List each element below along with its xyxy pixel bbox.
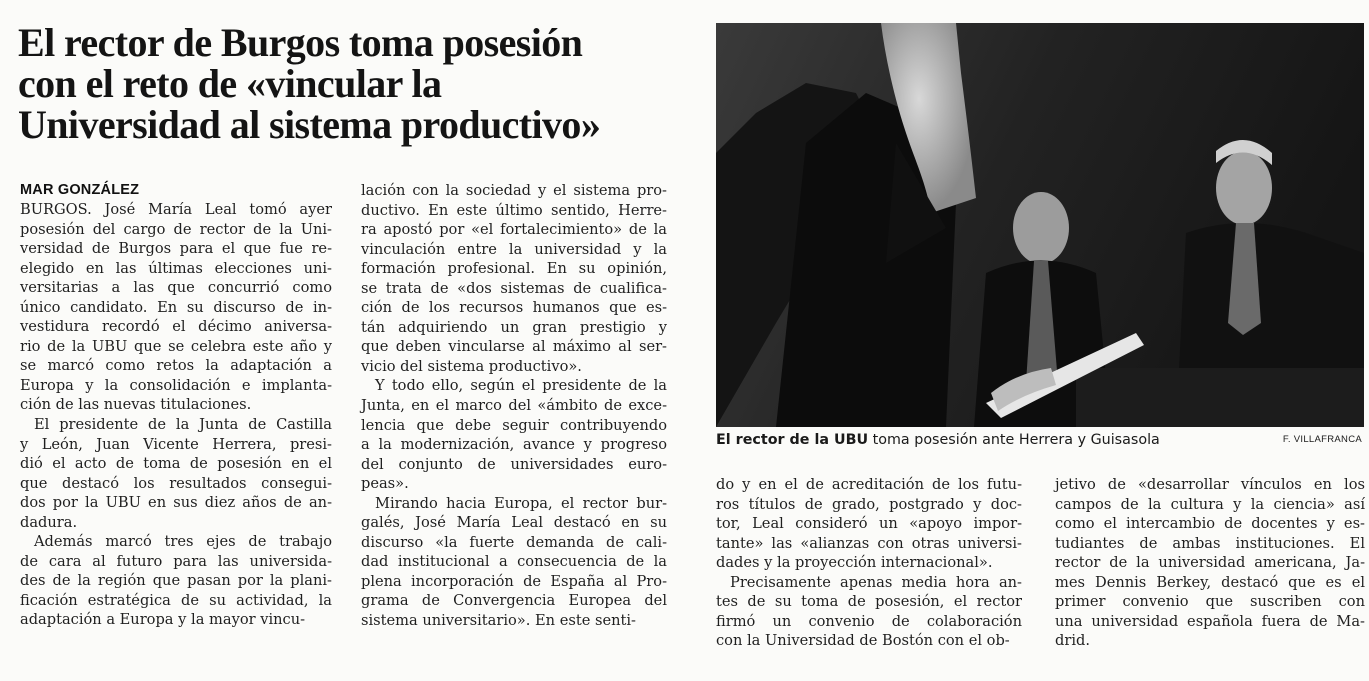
text-line: tudiantes de ambas instituciones. El	[1055, 534, 1365, 552]
text-line: tor, Leal consideró un «apoyo impor-	[716, 515, 1022, 533]
text-line: primer convenio que suscriben con	[1055, 593, 1365, 611]
text-line: versidad de Burgos para el que fue re-	[20, 240, 332, 258]
text-line: peas».	[361, 475, 409, 493]
text-line: Además marcó tres ejes de trabajo	[34, 533, 332, 551]
text-line: rector de la universidad americana, Ja-	[1055, 554, 1365, 572]
text-line: drid.	[1055, 632, 1090, 650]
text-line: firmó un convenio de colaboración	[716, 612, 1022, 630]
text-line: único candidato. En su discurso de in-	[20, 298, 332, 316]
photo-credit: F. VILLAFRANCA	[1282, 434, 1362, 445]
text-line: des de la región que pasan por la plani-	[20, 572, 332, 590]
text-line: lencia que debe seguir contribuyendo	[361, 416, 667, 434]
text-line: ción de las nuevas titulaciones.	[20, 396, 252, 414]
text-line: de cara al futuro para las universida-	[20, 552, 332, 570]
headline-line: con el reto de «vincular la	[18, 61, 442, 106]
text-line: dos por la UBU en sus diez años de an-	[20, 494, 332, 512]
text-line: una universidad española fuera de Ma-	[1055, 612, 1365, 630]
text-line: grama de Convergencia Europea del	[361, 592, 667, 610]
text-line: sistema universitario». En este senti-	[361, 612, 636, 630]
text-line: elegido en las últimas elecciones uni-	[20, 259, 332, 277]
article-column-3	[716, 475, 1022, 651]
text-line: a la modernización, avance y progreso	[361, 436, 667, 454]
text-line: y León, Juan Vicente Herrera, presi-	[20, 435, 332, 453]
text-line: ra apostó por «el fortalecimiento» de la	[361, 221, 667, 239]
text-line: formación profesional. En su opinión,	[361, 260, 667, 278]
news-photo	[716, 23, 1364, 427]
caption-lead: El rector de la UBU	[716, 432, 869, 448]
text-line: se trata de «dos sistemas de cualifica-	[361, 279, 667, 297]
headline	[18, 22, 698, 145]
text-line: tán adquiriendo un gran prestigio y	[361, 318, 667, 336]
text-line: posesión del cargo de rector de la Uni-	[20, 220, 332, 238]
text-line: que deben vincularse al máximo al ser-	[361, 338, 667, 356]
article-column-4	[1055, 475, 1365, 651]
text-line: del conjunto de universidades euro-	[361, 455, 667, 473]
text-line: rio de la UBU que se celebra este año y	[20, 337, 332, 355]
text-line: como el intercambio de docentes y es-	[1055, 515, 1365, 533]
text-line: dad institucional a consecuencia de la	[361, 553, 667, 571]
text-line: plena incorporación de España al Pro-	[361, 572, 667, 590]
text-line: ductivo. En este último sentido, Herre-	[361, 201, 667, 219]
text-line: dió el acto de toma de posesión en el	[20, 455, 332, 473]
text-line: Junta, en el marco del «ámbito de exce-	[361, 397, 667, 415]
text-line: campos de la cultura y la ciencia» así	[1055, 495, 1365, 513]
text-line: tes de su toma de posesión, el rector	[716, 593, 1022, 611]
photo-image	[716, 23, 1364, 427]
headline-line: Universidad al sistema productivo»	[18, 102, 601, 147]
text-line: Precisamente apenas media hora an-	[730, 573, 1022, 591]
text-line: vicio del sistema productivo».	[361, 357, 582, 375]
text-line: adaptación a Europa y la mayor vincu-	[20, 611, 306, 629]
text-line: ros títulos de grado, postgrado y doc-	[716, 495, 1022, 513]
text-line: vinculación entre la universidad y la	[361, 240, 667, 258]
text-line: que destacó los resultados consegui-	[20, 474, 332, 492]
text-line: Y todo ello, según el presidente de la	[375, 377, 667, 395]
text-line: Europa y la consolidación e implanta-	[20, 376, 332, 394]
text-line: ción de los recursos humanos que es-	[361, 299, 667, 317]
text-line: mes Dennis Berkey, destacó que es el	[1055, 573, 1365, 591]
photo-caption	[716, 432, 1364, 452]
article-column-2	[361, 181, 667, 631]
text-line: vestidura recordó el décimo aniversa-	[20, 318, 332, 336]
headline-line: El rector de Burgos toma posesión	[18, 20, 583, 65]
text-line: discurso «la fuerte demanda de cali-	[361, 533, 667, 551]
text-line: tante» las «alianzas con otras universi-	[716, 534, 1022, 552]
text-line: jetivo de «desarrollar vínculos en los	[1055, 476, 1365, 493]
text-line: Mirando hacia Europa, el rector bur-	[375, 494, 667, 512]
text-line: con la Universidad de Bostón con el ob-	[716, 632, 1010, 650]
text-line: do y en el de acreditación de los futu-	[716, 476, 1022, 493]
text-line: galés, José María Leal destacó en su	[361, 514, 667, 532]
text-line: se marcó como retos la adaptación a	[20, 357, 332, 375]
caption-text: toma posesión ante Herrera y Guisasola	[868, 432, 1160, 448]
text-line: versitarias a las que concurrió como	[20, 279, 332, 297]
text-line: dades y la proyección internacional».	[716, 554, 993, 572]
text-line: El presidente de la Junta de Castilla	[34, 416, 332, 434]
text-line: dadura.	[20, 513, 78, 531]
text-line: ficación estratégica de su actividad, la	[20, 591, 332, 609]
text-line: lación con la sociedad y el sistema pro-	[361, 182, 667, 199]
article-column-1	[20, 181, 332, 630]
byline: MAR GONZÁLEZ	[20, 182, 140, 198]
text-line: BURGOS. José María Leal tomó ayer	[20, 201, 332, 218]
